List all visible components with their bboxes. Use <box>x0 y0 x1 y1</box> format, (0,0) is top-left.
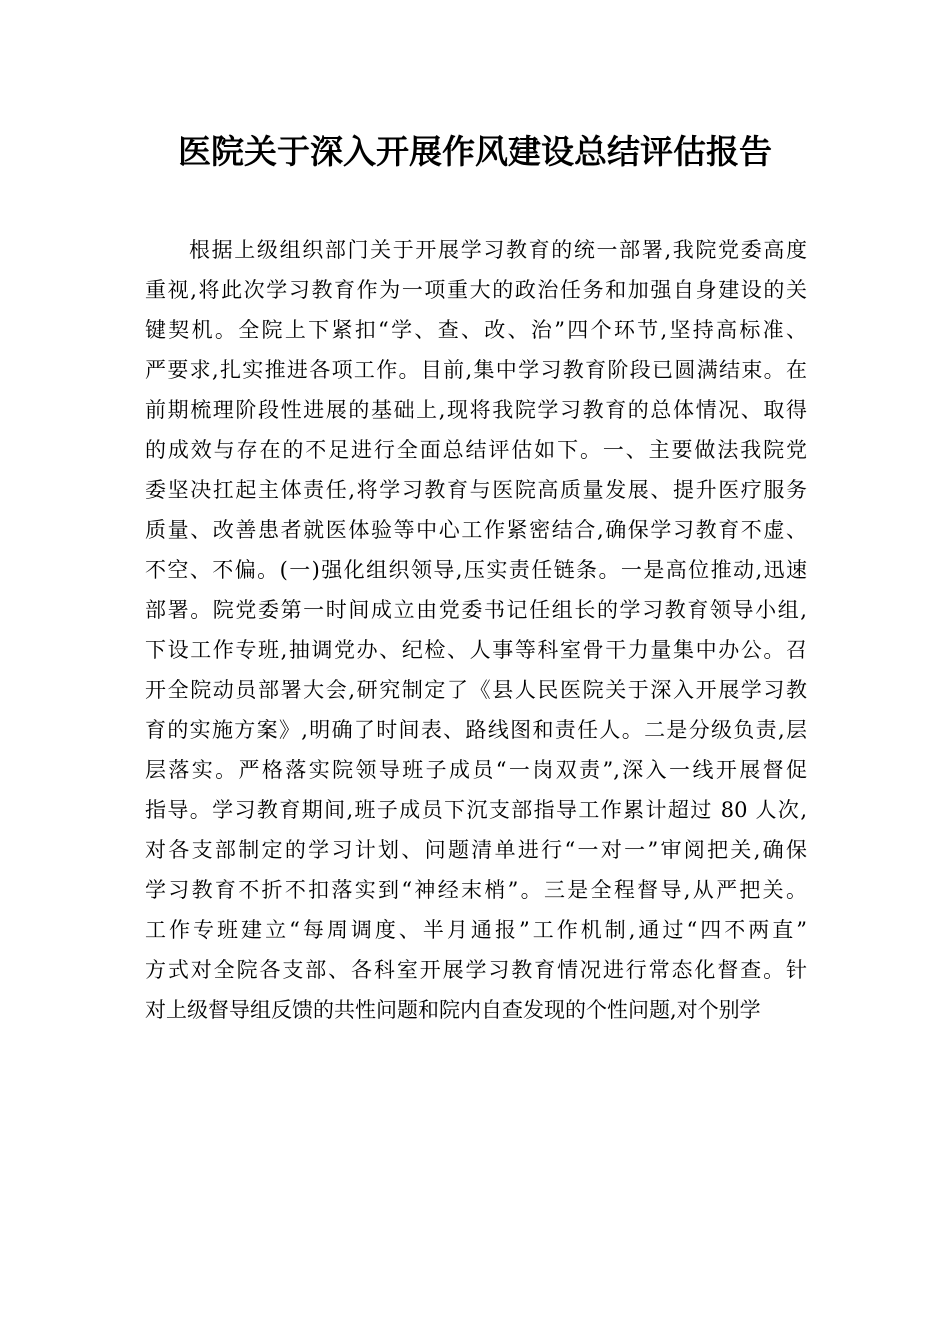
body-line: 键契机。全院上下紧扣“学、查、改、治”四个环节,坚持高标准、 <box>145 318 807 342</box>
body-line: 对各支部制定的学习计划、问题清单进行“一对一”审阅把关,确保 <box>145 838 807 862</box>
body-line: 对上级督导组反馈的共性问题和院内自查发现的个性问题,对个别学 <box>145 998 761 1022</box>
body-line: 开全院动员部署大会,研究制定了《县人民医院关于深入开展学习教 <box>145 678 807 702</box>
document-title: 医院关于深入开展作风建设总结评估报告 <box>178 132 772 171</box>
body-line: 质量、改善患者就医体验等中心工作紧密结合,确保学习教育不虚、 <box>145 518 807 542</box>
body-line: 指导。学习教育期间,班子成员下沉支部指导工作累计超过 80 人次, <box>145 798 807 822</box>
body-line: 层落实。严格落实院领导班子成员“一岗双责”,深入一线开展督促 <box>145 758 807 782</box>
body-line: 学习教育不折不扣落实到“神经末梢”。三是全程督导,从严把关。 <box>145 878 807 902</box>
body-line: 工作专班建立“每周调度、半月通报”工作机制,通过“四不两直” <box>145 918 807 942</box>
body-line: 重视,将此次学习教育作为一项重大的政治任务和加强自身建设的关 <box>145 278 807 302</box>
body-line: 育的实施方案》,明确了时间表、路线图和责任人。二是分级负责,层 <box>145 718 807 742</box>
body-line: 不空、不偏。(一)强化组织领导,压实责任链条。一是高位推动,迅速 <box>145 558 807 582</box>
body-line: 下设工作专班,抽调党办、纪检、人事等科室骨干力量集中办公。召 <box>145 638 807 662</box>
body-line: 方式对全院各支部、各科室开展学习教育情况进行常态化督查。针 <box>145 958 807 982</box>
document-body <box>145 230 807 1030</box>
body-line: 根据上级组织部门关于开展学习教育的统一部署,我院党委高度 <box>189 238 807 262</box>
body-line: 严要求,扎实推进各项工作。目前,集中学习教育阶段已圆满结束。在 <box>145 358 807 382</box>
body-line: 委坚决扛起主体责任,将学习教育与医院高质量发展、提升医疗服务 <box>145 478 807 502</box>
body-line: 的成效与存在的不足进行全面总结评估如下。一、主要做法我院党 <box>145 438 807 462</box>
body-line: 前期梳理阶段性进展的基础上,现将我院学习教育的总体情况、取得 <box>145 398 807 422</box>
body-line: 部署。院党委第一时间成立由党委书记任组长的学习教育领导小组, <box>145 598 807 622</box>
